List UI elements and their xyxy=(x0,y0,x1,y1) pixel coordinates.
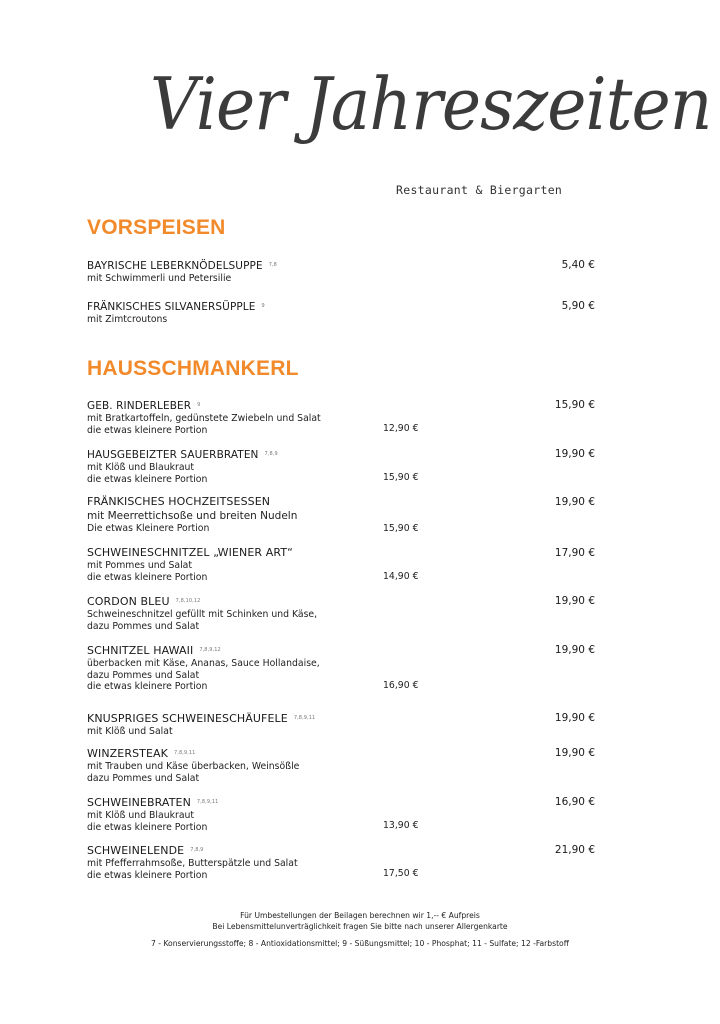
item-description: dazu Pommes und Salat xyxy=(87,620,200,632)
item-name: SCHWEINELENDE xyxy=(87,844,185,857)
item-name: HAUSGEBEIZTER SAUERBRATEN xyxy=(87,449,259,461)
section-title-hausschmankerl: HAUSSCHMANKERL xyxy=(87,357,299,380)
item-description: die etwas kleinere Portion xyxy=(87,473,208,485)
item-description: dazu Pommes und Salat xyxy=(87,669,200,681)
item-price: 19,90 € xyxy=(554,595,595,607)
item-description: die etwas kleinere Portion xyxy=(87,821,208,833)
item-description: dazu Pommes und Salat xyxy=(87,772,200,784)
footer-additives-legend: 7 - Konservierungsstoffe; 8 - Antioxidationsmittel; 9 - Süßungsmittel; 10 - Phosphat; 11 - Sulfate; 12 -Farbstoff xyxy=(151,939,569,948)
item-name: SCHWEINEBRATEN xyxy=(87,796,191,809)
menu-item xyxy=(87,746,607,784)
item-price: 19,90 € xyxy=(554,496,595,508)
allergen-codes: 9 xyxy=(261,303,265,309)
item-description: mit Trauben und Käse überbacken, Weinsößle xyxy=(87,761,300,772)
logo-subtitle: Restaurant & Biergarten xyxy=(396,183,563,197)
item-price: 5,90 € xyxy=(561,300,595,312)
item-description: mit Klöß und Blaukraut xyxy=(87,810,195,821)
menu-item xyxy=(87,711,607,738)
item-description: mit Bratkartoffeln, gedünstete Zwiebeln und Salat xyxy=(87,413,321,424)
small-portion-price: 16,90 € xyxy=(383,680,419,691)
restaurant-logo xyxy=(150,62,712,172)
small-portion-price: 17,50 € xyxy=(383,868,419,879)
small-portion-price: 13,90 € xyxy=(383,820,419,831)
item-description: Schweineschnitzel gefüllt mit Schinken und Käse, xyxy=(87,609,318,620)
item-price: 19,90 € xyxy=(554,712,595,724)
item-description: mit Klöß und Salat xyxy=(87,726,173,737)
small-portion-price: 15,90 € xyxy=(383,523,419,534)
allergen-codes: 7,8,9,12 xyxy=(199,647,221,653)
allergen-codes: 7,8 xyxy=(268,262,277,268)
item-name: FRÄNKISCHES HOCHZEITSESSEN xyxy=(87,495,271,508)
menu-item xyxy=(87,594,607,632)
item-description: mit Pfefferrahmsoße, Butterspätzle und Salat xyxy=(87,858,298,869)
item-description: mit Meerrettichsoße und breiten Nudeln xyxy=(87,510,298,522)
allergen-codes: 7,8,9 xyxy=(264,451,278,457)
allergen-codes: 9 xyxy=(197,402,201,408)
item-description: die etwas kleinere Portion xyxy=(87,681,208,692)
item-name: SCHWEINESCHNITZEL „WIENER ART“ xyxy=(87,546,293,559)
item-name: BAYRISCHE LEBERKNÖDELSUPPE xyxy=(87,260,263,272)
allergen-codes: 7,8,10,12 xyxy=(175,598,201,604)
allergen-codes: 7,8,9,11 xyxy=(293,715,316,721)
small-portion-price: 14,90 € xyxy=(383,571,419,582)
footer-surcharge-note: Für Umbestellungen der Beilagen berechnen wir 1,-- € Aufpreis xyxy=(240,911,480,920)
item-description: mit Zimtcroutons xyxy=(87,314,168,325)
item-description: die etwas kleinere Portion xyxy=(87,869,208,881)
item-description: mit Klöß und Blaukraut xyxy=(87,462,195,473)
item-description: Die etwas Kleinere Portion xyxy=(87,523,210,534)
logo-text: Vier Jahreszeiten xyxy=(150,62,712,146)
menu-item xyxy=(87,447,607,485)
menu-item xyxy=(87,258,607,285)
footer-allergy-note: Bei Lebensmittelunverträglichkeit fragen Sie bitte nach unserer Allergenkarte xyxy=(212,922,508,931)
item-price: 16,90 € xyxy=(554,796,595,808)
menu-item xyxy=(87,398,607,436)
section-title-vorspeisen: VORSPEISEN xyxy=(87,216,226,239)
menu-item xyxy=(87,495,607,535)
small-portion-price: 12,90 € xyxy=(383,423,419,434)
item-price: 5,40 € xyxy=(561,259,595,271)
menu-item xyxy=(87,546,607,583)
menu-item xyxy=(87,299,607,326)
item-description: mit Pommes und Salat xyxy=(87,560,192,571)
item-description: überbacken mit Käse, Ananas, Sauce Hollandaise, xyxy=(87,658,320,669)
allergen-codes: 7,8,9,11 xyxy=(196,799,219,805)
item-name: FRÄNKISCHES SILVANERSÜPPLE xyxy=(87,301,256,313)
item-name: WINZERSTEAK xyxy=(87,747,168,760)
item-price: 21,90 € xyxy=(554,844,595,856)
item-description: die etwas kleinere Portion xyxy=(87,424,208,436)
menu-item xyxy=(87,643,607,693)
item-description: mit Schwimmerli und Petersilie xyxy=(87,273,232,284)
item-price: 19,90 € xyxy=(554,747,595,759)
item-name: GEB. RINDERLEBER xyxy=(87,400,192,412)
allergen-codes: 7,8,9 xyxy=(190,847,204,853)
item-price: 19,90 € xyxy=(554,644,595,656)
item-name: SCHNITZEL HAWAII xyxy=(87,644,194,657)
item-price: 17,90 € xyxy=(554,547,595,559)
item-price: 15,90 € xyxy=(554,399,595,411)
menu-item xyxy=(87,795,607,833)
item-price: 19,90 € xyxy=(554,448,595,460)
item-name: KNUSPRIGES SCHWEINESCHÄUFELE xyxy=(87,712,288,725)
small-portion-price: 15,90 € xyxy=(383,472,419,483)
item-name: CORDON BLEU xyxy=(87,595,170,608)
menu-item xyxy=(87,843,607,881)
item-description: die etwas kleinere Portion xyxy=(87,571,208,583)
allergen-codes: 7,8,9,11 xyxy=(173,750,196,756)
